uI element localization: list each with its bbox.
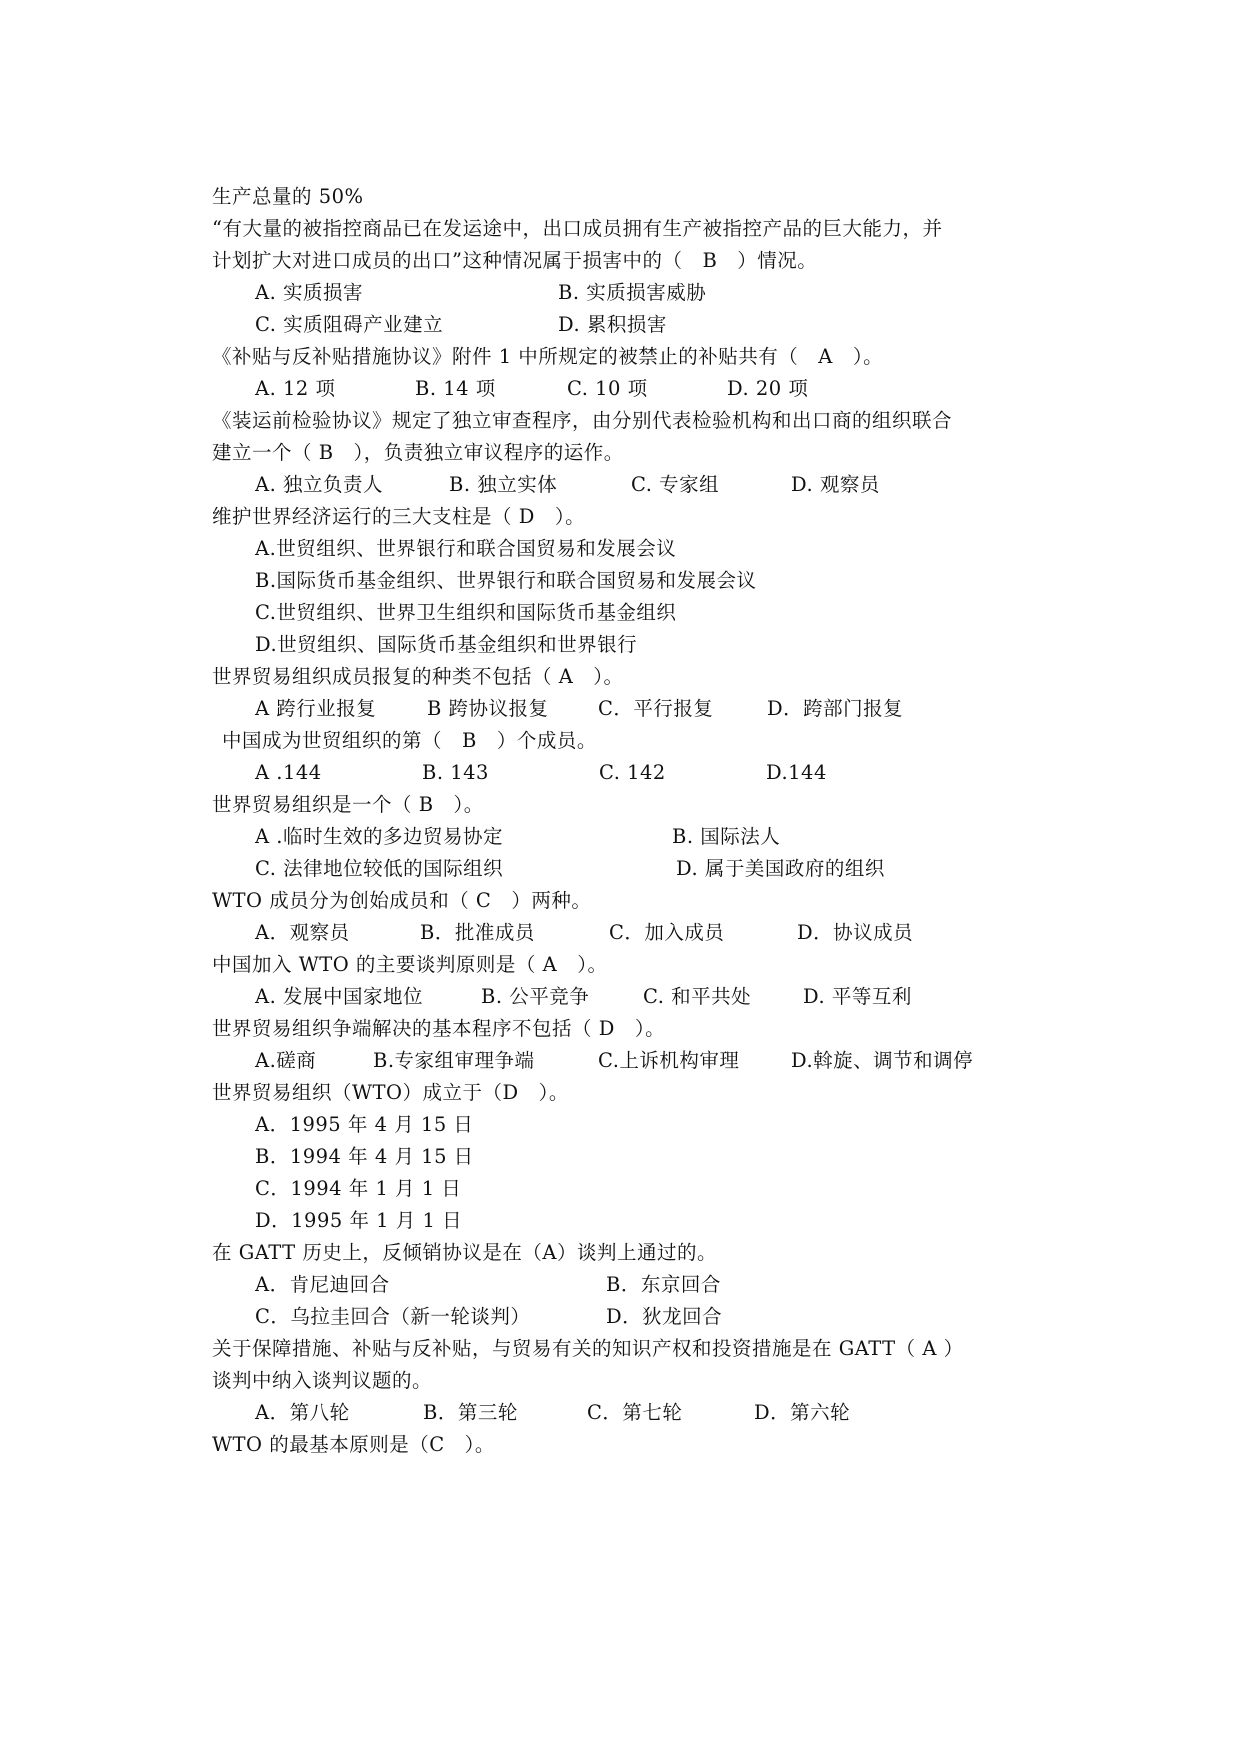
text-line: WTO 成员分为创始成员和（ C ）两种。 <box>212 889 592 912</box>
text-line: C.世贸组织、世界卫生组织和国际货币基金组织 <box>255 601 677 624</box>
text-line: B.国际货币基金组织、世界银行和联合国贸易和发展会议 <box>255 569 757 592</box>
text-line: B 跨协议报复 <box>427 697 549 720</box>
text-line: D. 20 项 <box>727 377 809 400</box>
text-line: 谈判中纳入谈判议题的。 <box>212 1369 433 1392</box>
text-line: 《装运前检验协议》规定了独立审查程序，由分别代表检验机构和出口商的组织联合 <box>212 409 953 432</box>
text-line: A .144 <box>255 761 322 784</box>
text-line: C. 142 <box>599 761 666 784</box>
text-line: 世界贸易组织成员报复的种类不包括（ A ）。 <box>212 665 624 688</box>
text-line: C．乌拉圭回合（新一轮谈判） <box>255 1305 531 1328</box>
text-line: 世界贸易组织争端解决的基本程序不包括（ D ）。 <box>212 1017 666 1040</box>
text-line: 维护世界经济运行的三大支柱是（ D ）。 <box>212 505 586 528</box>
text-line: WTO 的最基本原则是（C ）。 <box>212 1433 495 1456</box>
text-line: C. 法律地位较低的国际组织 <box>255 857 504 880</box>
text-line: C. 10 项 <box>567 377 648 400</box>
text-line: D. 观察员 <box>791 473 880 496</box>
text-line: 中国加入 WTO 的主要谈判原则是（ A ）。 <box>212 953 608 976</box>
text-line: B. 公平竞争 <box>481 985 590 1008</box>
text-line: D.世贸组织、国际货币基金组织和世界银行 <box>255 633 638 656</box>
text-line: B. 独立实体 <box>449 473 558 496</box>
text-line: C．平行报复 <box>598 697 714 720</box>
text-line: A. 12 项 <box>255 377 336 400</box>
text-line: C. 和平共处 <box>643 985 752 1008</box>
text-line: 世界贸易组织是一个（ B ）。 <box>212 793 484 816</box>
text-line: B．第三轮 <box>423 1401 518 1424</box>
text-line: D．第六轮 <box>754 1401 851 1424</box>
text-line: 《补贴与反补贴措施协议》附件 1 中所规定的被禁止的补贴共有（ A ）。 <box>212 345 884 368</box>
text-line: D. 累积损害 <box>558 313 667 336</box>
text-line: D．狄龙回合 <box>606 1305 723 1328</box>
text-line: A.磋商 <box>255 1049 317 1072</box>
text-line: C.上诉机构审理 <box>598 1049 740 1072</box>
text-line: 建立一个（ B ），负责独立审议程序的运作。 <box>212 441 624 464</box>
text-line: B. 国际法人 <box>672 825 781 848</box>
text-line: A. 发展中国家地位 <box>255 985 423 1008</box>
text-line: A. 独立负责人 <box>255 473 383 496</box>
text-line: 计划扩大对进口成员的出口”这种情况属于损害中的（ B ）情况。 <box>212 249 818 272</box>
text-line: A. 实质损害 <box>255 281 363 304</box>
text-line: D. 属于美国政府的组织 <box>676 857 885 880</box>
text-line: D．跨部门报复 <box>767 697 904 720</box>
text-line: D. 平等互利 <box>803 985 912 1008</box>
text-line: B. 143 <box>422 761 489 784</box>
text-line: C. 实质阻碍产业建立 <box>255 313 444 336</box>
text-line: 在 GATT 历史上，反倾销协议是在（A）谈判上通过的。 <box>212 1241 717 1264</box>
text-line: A．第八轮 <box>255 1401 350 1424</box>
text-line: C. 专家组 <box>631 473 720 496</box>
text-line: B. 14 项 <box>415 377 496 400</box>
text-line: “有大量的被指控商品已在发运途中，出口成员拥有生产被指控产品的巨大能力，并 <box>212 217 943 240</box>
text-line: 世界贸易组织（WTO）成立于（D ）。 <box>212 1081 569 1104</box>
text-line: A．1995 年 4 月 15 日 <box>255 1113 474 1136</box>
text-line: 中国成为世贸组织的第（ B ）个成员。 <box>222 729 597 752</box>
text-line: D.斡旋、调节和调停 <box>791 1049 974 1072</box>
text-line: A．肯尼迪回合 <box>255 1273 390 1296</box>
text-line: 关于保障措施、补贴与反补贴，与贸易有关的知识产权和投资措施是在 GATT（ A ） <box>212 1337 964 1360</box>
text-line: B.专家组审理争端 <box>373 1049 535 1072</box>
text-line: A 跨行业报复 <box>255 697 377 720</box>
text-line: A．观察员 <box>255 921 350 944</box>
text-line: B．东京回合 <box>606 1273 721 1296</box>
text-line: A .临时生效的多边贸易协定 <box>255 825 503 848</box>
text-line: A.世贸组织、世界银行和联合国贸易和发展会议 <box>255 537 677 560</box>
text-line: D．1995 年 1 月 1 日 <box>255 1209 463 1232</box>
text-line: C．加入成员 <box>609 921 725 944</box>
text-line: C．1994 年 1 月 1 日 <box>255 1177 462 1200</box>
text-line: C．第七轮 <box>587 1401 683 1424</box>
text-line: B. 实质损害威胁 <box>558 281 707 304</box>
text-line: D．协议成员 <box>797 921 914 944</box>
text-line: B．1994 年 4 月 15 日 <box>255 1145 474 1168</box>
text-line: B．批准成员 <box>420 921 535 944</box>
text-line: 生产总量的 50% <box>212 185 364 208</box>
text-line: D.144 <box>766 761 827 784</box>
